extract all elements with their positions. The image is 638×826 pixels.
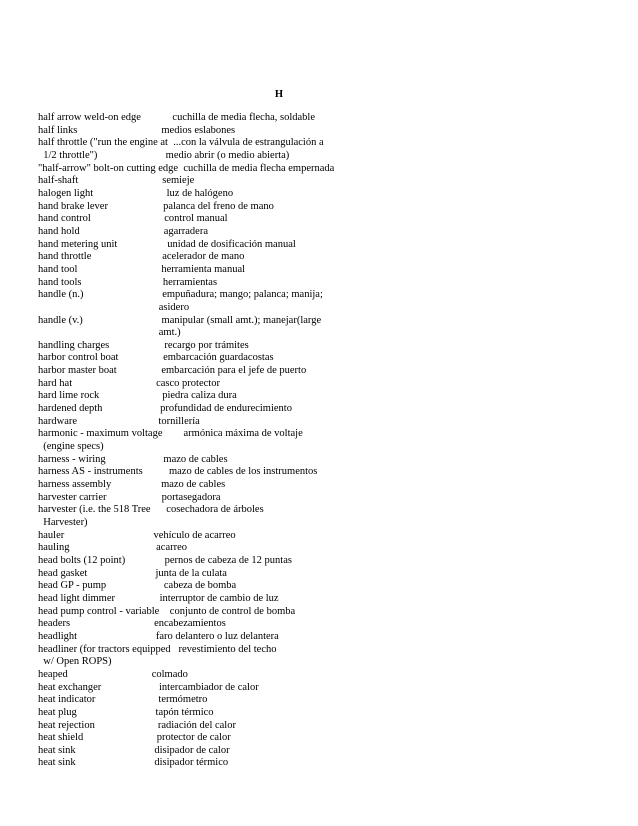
glossary-line: hauler vehículo de acarreo bbox=[38, 529, 236, 541]
glossary-line: hardware tornillería bbox=[38, 415, 200, 427]
glossary-line: heaped colmado bbox=[38, 668, 188, 680]
glossary-line: head bolts (12 point) pernos de cabeza de 12 puntas bbox=[38, 554, 292, 566]
glossary-line: handle (v.) manipular (small amt.); manejar(large bbox=[38, 314, 322, 326]
glossary-line: halogen light luz de halógeno bbox=[38, 187, 234, 199]
glossary-line: heat sink disipador de calor bbox=[38, 744, 230, 756]
glossary-line: heat exchanger intercambiador de calor bbox=[38, 681, 259, 693]
glossary-list bbox=[38, 112, 598, 770]
glossary-line: head GP - pump cabeza de bomba bbox=[38, 580, 237, 592]
glossary-line: handle (n.) empuñadura; mango; palanca; manija; bbox=[38, 289, 323, 301]
glossary-line: harness - wiring mazo de cables bbox=[38, 453, 228, 465]
glossary-line: (engine specs) bbox=[38, 441, 104, 453]
glossary-line: heat shield protector de calor bbox=[38, 732, 231, 744]
section-heading: H bbox=[274, 89, 284, 100]
glossary-line: hard hat casco protector bbox=[38, 377, 220, 389]
glossary-line: Harvester) bbox=[38, 517, 88, 528]
glossary-line: harbor master boat embarcación para el jefe de puerto bbox=[38, 365, 307, 377]
glossary-line: harness assembly mazo de cables bbox=[38, 479, 226, 491]
glossary-line: half throttle ("run the engine at ...con la válvula de estrangulación a bbox=[38, 137, 324, 149]
glossary-line: harmonic - maximum voltage armónica máxima de voltaje bbox=[38, 428, 303, 440]
glossary-line: harvester carrier portasegadora bbox=[38, 491, 221, 503]
glossary-line: head pump control - variable conjunto de control de bomba bbox=[38, 605, 296, 617]
glossary-line: half-shaft semieje bbox=[38, 175, 195, 187]
glossary-line: headliner (for tractors equipped revestimiento del techo bbox=[38, 643, 277, 655]
glossary-line: harness AS - instruments mazo de cables de los instrumentos bbox=[38, 466, 318, 478]
glossary-line: hand brake lever palanca del freno de mano bbox=[38, 200, 274, 212]
glossary-line: asidero bbox=[38, 301, 190, 313]
glossary-line: hardened depth profundidad de endurecimiento bbox=[38, 403, 292, 415]
glossary-line: half links medios eslabones bbox=[38, 124, 236, 136]
glossary-line: head gasket junta de la culata bbox=[38, 567, 227, 579]
glossary-line: w/ Open ROPS) bbox=[38, 656, 112, 668]
glossary-line: harbor control boat embarcación guardacostas bbox=[38, 352, 274, 364]
glossary-line: head light dimmer interruptor de cambio de luz bbox=[38, 592, 279, 604]
glossary-line: headers encabezamientos bbox=[38, 618, 226, 630]
glossary-line: half arrow weld-on edge cuchilla de media flecha, soldable bbox=[38, 112, 315, 123]
glossary-line: headlight faro delantero o luz delantera bbox=[38, 630, 279, 642]
glossary-line: amt.) bbox=[38, 327, 181, 339]
glossary-line: hand tool herramienta manual bbox=[38, 263, 246, 275]
glossary-line: heat sink disipador térmico bbox=[38, 757, 229, 769]
glossary-line: heat rejection radiación del calor bbox=[38, 719, 236, 731]
glossary-line: hard lime rock piedra caliza dura bbox=[38, 390, 237, 402]
glossary-line: hauling acarreo bbox=[38, 542, 188, 554]
glossary-line: hand metering unit unidad de dosificación manual bbox=[38, 238, 296, 250]
glossary-line: "half-arrow" bolt-on cutting edge cuchilla de media flecha empernada bbox=[38, 162, 335, 174]
glossary-line: hand throttle acelerador de mano bbox=[38, 251, 245, 263]
glossary-line: hand control control manual bbox=[38, 213, 228, 225]
glossary-line: hand hold agarradera bbox=[38, 225, 208, 237]
glossary-line: hand tools herramientas bbox=[38, 276, 218, 288]
glossary-line: heat plug tapón térmico bbox=[38, 706, 214, 718]
glossary-line: harvester (i.e. the 518 Tree cosechadora de árboles bbox=[38, 504, 264, 516]
glossary-line: heat indicator termómetro bbox=[38, 694, 208, 706]
glossary-line: handling charges recargo por trámites bbox=[38, 339, 249, 351]
glossary-line: 1/2 throttle") medio abrir (o medio abierta) bbox=[38, 149, 290, 161]
